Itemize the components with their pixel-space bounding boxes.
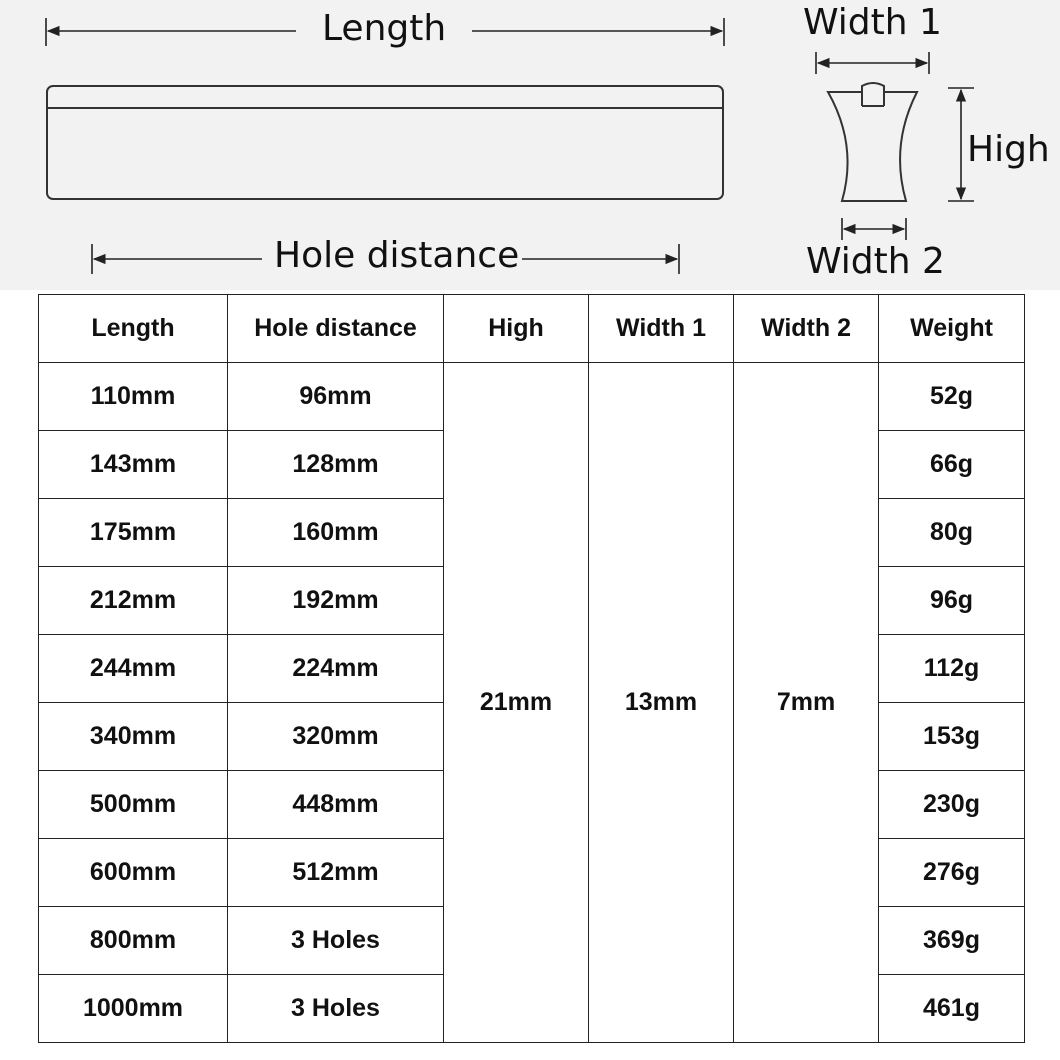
cell-hole-distance: 3 Holes: [228, 907, 444, 975]
spec-table: [38, 294, 1025, 1043]
cell-width1: 13mm: [589, 363, 734, 1043]
width2-dimension-line: [842, 218, 906, 240]
cell-hole-distance: 224mm: [228, 635, 444, 703]
cell-hole-distance: 192mm: [228, 567, 444, 635]
header-width1: Width 1: [589, 295, 734, 363]
cell-hole-distance: 3 Holes: [228, 975, 444, 1043]
cell-length: 244mm: [39, 635, 228, 703]
cell-length: 600mm: [39, 839, 228, 907]
cell-weight: 112g: [879, 635, 1025, 703]
cell-hole-distance: 160mm: [228, 499, 444, 567]
length-label: Length: [322, 8, 447, 49]
width1-dimension-line: [816, 52, 929, 74]
header-width2: Width 2: [734, 295, 879, 363]
cell-weight: 461g: [879, 975, 1025, 1043]
hole-distance-label: Hole distance: [274, 235, 520, 276]
header-weight: Weight: [879, 295, 1025, 363]
cell-length: 1000mm: [39, 975, 228, 1043]
cell-weight: 369g: [879, 907, 1025, 975]
width1-label: Width 1: [803, 2, 942, 43]
cell-width2: 7mm: [734, 363, 879, 1043]
cell-weight: 66g: [879, 431, 1025, 499]
cell-hole-distance: 448mm: [228, 771, 444, 839]
cell-length: 212mm: [39, 567, 228, 635]
header-hole-distance: Hole distance: [228, 295, 444, 363]
cell-length: 340mm: [39, 703, 228, 771]
handle-side-view: [47, 86, 723, 199]
dimension-diagram: [0, 0, 1060, 290]
cell-hole-distance: 320mm: [228, 703, 444, 771]
cell-high: 21mm: [444, 363, 589, 1043]
handle-profile-view: [828, 83, 917, 201]
cell-hole-distance: 512mm: [228, 839, 444, 907]
cell-length: 143mm: [39, 431, 228, 499]
cell-weight: 276g: [879, 839, 1025, 907]
high-label: High: [967, 129, 1050, 170]
table-header-row: [39, 295, 1025, 363]
cell-weight: 230g: [879, 771, 1025, 839]
cell-length: 500mm: [39, 771, 228, 839]
width2-label: Width 2: [806, 241, 945, 282]
table-row: [39, 363, 1025, 431]
header-high: High: [444, 295, 589, 363]
cell-weight: 80g: [879, 499, 1025, 567]
cell-weight: 153g: [879, 703, 1025, 771]
cell-hole-distance: 96mm: [228, 363, 444, 431]
cell-length: 175mm: [39, 499, 228, 567]
cell-length: 800mm: [39, 907, 228, 975]
header-length: Length: [39, 295, 228, 363]
cell-length: 110mm: [39, 363, 228, 431]
cell-weight: 52g: [879, 363, 1025, 431]
cell-weight: 96g: [879, 567, 1025, 635]
cell-hole-distance: 128mm: [228, 431, 444, 499]
